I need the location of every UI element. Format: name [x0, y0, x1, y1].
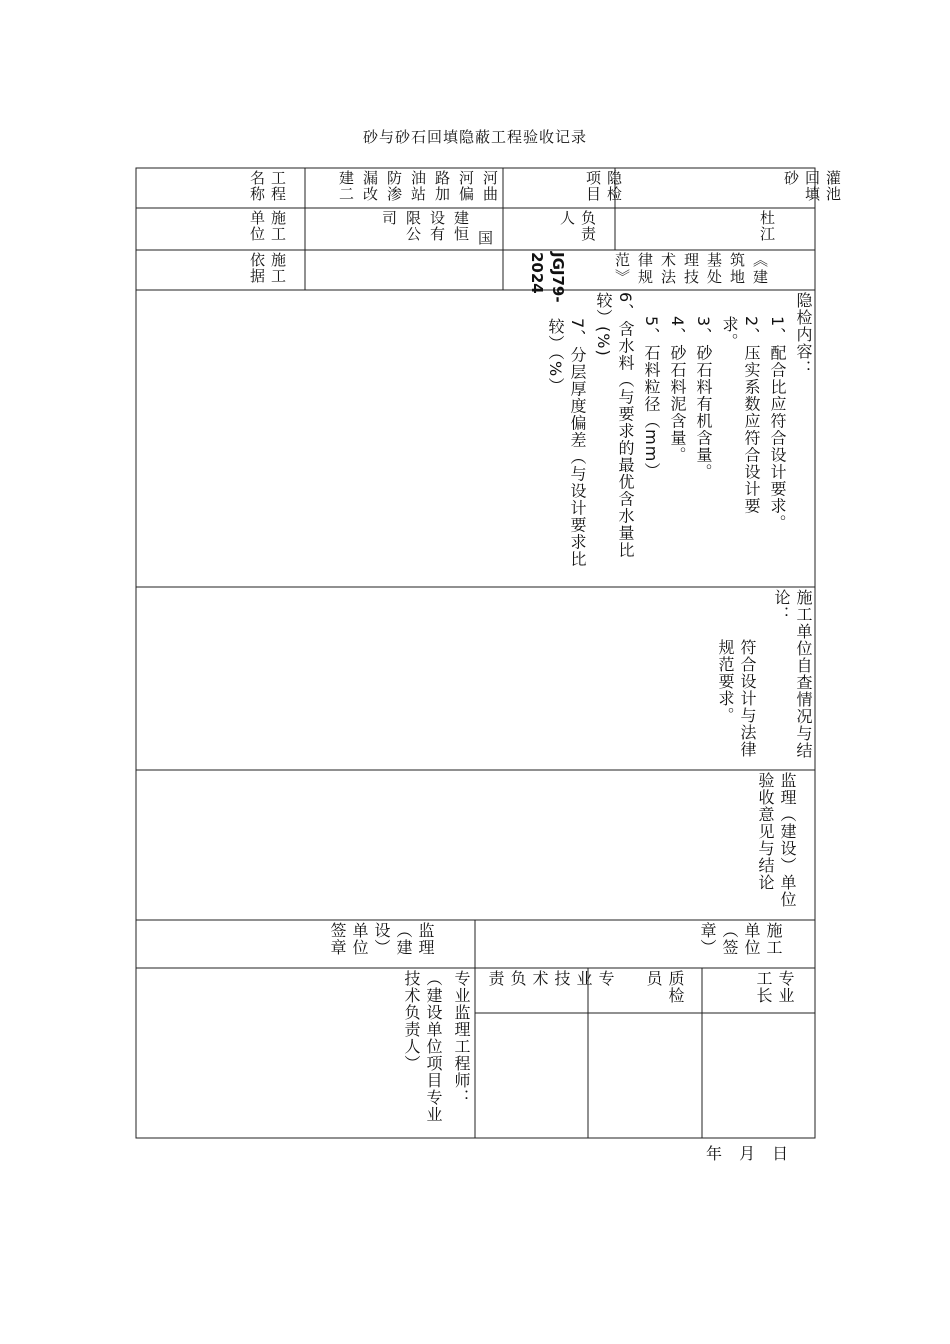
content-item-2: 2、压实系数应符合设计要求。: [720, 316, 761, 515]
content-item-1: 1、配合比应符合设计要求。: [768, 316, 787, 532]
construction-basis-label: 施工依据: [248, 252, 287, 284]
company-col-3: 设有: [428, 210, 446, 242]
builder-seal-label: 施工单位（签章）: [698, 922, 783, 956]
content-item-6: 6、含水料（与要求的最优含水量比较）(%): [594, 292, 635, 559]
builder-seal-cell: [696, 922, 814, 966]
project-name-col-2: 河偏: [457, 170, 475, 202]
basis-standard-name: 《建筑地基处理技术法律规范》: [613, 252, 769, 286]
row1-label-cell: [780, 170, 842, 208]
inspection-content: [420, 292, 814, 585]
quality-inspector-label: 质检员: [644, 970, 685, 1004]
self-check-cell: [680, 589, 814, 769]
project-name-col-1: 河曲: [481, 170, 499, 202]
supervision-cell: [754, 772, 814, 918]
project-name-col-3: 路加: [433, 170, 451, 202]
company-label-cell: [246, 210, 296, 250]
basis-label-cell: [246, 252, 296, 290]
backfill-sand-label: 灌池回填砂: [782, 170, 842, 202]
self-check-result: 符合设计与法律规范要求。: [716, 639, 757, 758]
project-name-col-5: 防渗: [385, 170, 403, 202]
supervision-opinion-label: 监理（建设）单位验收意见与结论: [756, 772, 797, 908]
tech-lead-label: 专业技术负责: [486, 970, 615, 992]
project-name-col-6: 漏改: [361, 170, 379, 202]
content-item-4: 4、砂石料泥含量。: [668, 316, 687, 464]
self-check-label: 施工单位自查情况与结论：: [772, 589, 813, 759]
project-name-col-4: 油站: [409, 170, 427, 202]
content-item-3: 3、砂石料有机含量。: [694, 316, 713, 481]
responsible-label-cell: [556, 210, 610, 248]
company-col-2: 建恒: [452, 210, 470, 242]
foreman-label: 专业工长: [754, 970, 795, 1004]
content-item-7: 7、分层厚度偏差（与设计要求比较）（%）: [546, 318, 587, 568]
owner-tech-lead-label: （建设单位项目专业技术负责人）: [402, 970, 443, 1123]
standard-number: JGJ79-2024: [528, 252, 567, 303]
project-name-col-7: 建二: [337, 170, 355, 202]
content-item-5: 5、石料粒径（mm）: [642, 316, 661, 480]
company-col-4: 限公: [404, 210, 422, 242]
project-name-label: 工程名称: [248, 170, 287, 202]
responsible-person-label: 负责人: [558, 210, 597, 242]
supervisor-seal-cell: [326, 922, 472, 966]
basis-value: [610, 252, 814, 290]
tech-lead-cell: [484, 970, 615, 1012]
builder-cell: [756, 210, 786, 250]
company-col-5: 司: [380, 210, 398, 226]
supervising-engineer-label: 专业监理工程师：: [452, 970, 471, 1106]
project-label-cell: [582, 170, 623, 208]
company-col-1: 国: [476, 230, 494, 246]
inspector-cell: [642, 970, 698, 1012]
supervisor-seal-label: 监理（建设）单位签章: [328, 922, 435, 956]
page-title: 砂与砂石回填隐蔽工程验收记录: [362, 128, 587, 146]
builder-name: 杜江: [758, 210, 776, 242]
foreman-cell: [752, 970, 814, 1012]
project-name-label-cell: [246, 170, 296, 208]
inspection-project-label: 隐检项目: [584, 170, 623, 202]
construction-company-label: 施工单位: [248, 210, 287, 242]
content-heading: 隐检内容：: [794, 292, 813, 377]
standard-number-cell: [526, 252, 576, 303]
date-line: 年 月 日: [706, 1144, 795, 1163]
company-value: [355, 210, 495, 250]
project-name-value: [310, 170, 500, 208]
engineer-cell: [360, 970, 472, 1136]
